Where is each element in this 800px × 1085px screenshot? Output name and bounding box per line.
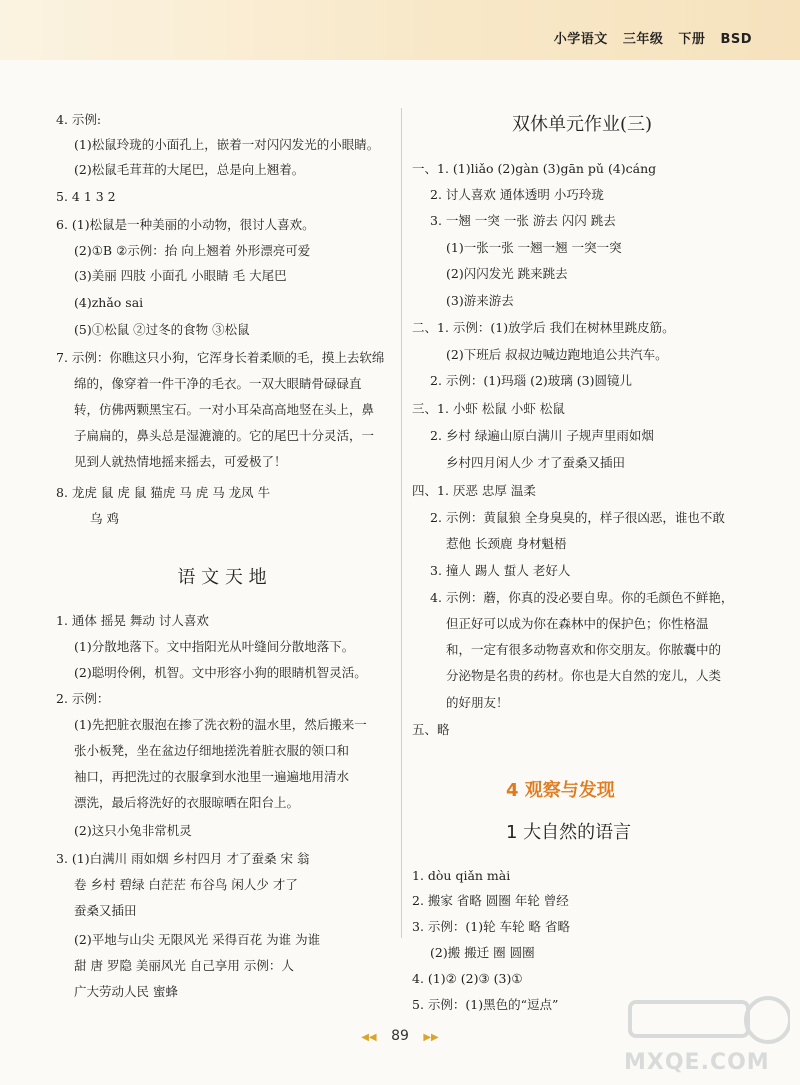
answer-line: (2)①B ②示例：抬 向上翘着 外形漂亮可爱	[74, 243, 311, 258]
header-edition: BSD	[720, 32, 752, 47]
answer-line: 乌 鸡	[90, 511, 119, 526]
answer-line: (4)zhǎo sai	[74, 295, 144, 310]
answer-line: (2)平地与山尖 无限风光 采得百花 为谁 为谁	[74, 932, 321, 947]
answer-line: 3. 一翘 一突 一张 游去 闪闪 跳去	[430, 213, 616, 228]
header-term: 下册	[678, 32, 706, 47]
answer-line: 分泌物是名贵的药材。你也是大自然的宠儿，人类	[446, 668, 722, 683]
answer-line: (5)①松鼠 ②过冬的食物 ③松鼠	[74, 322, 250, 337]
answer-line: (2)松鼠毛茸茸的大尾巴，总是向上翘着。	[74, 162, 305, 177]
answer-line: 4. 示例:	[56, 112, 102, 127]
answer-line: 甜 唐 罗隐 美丽风光 自己享用 示例：人	[74, 958, 294, 973]
answer-line: 漂洗，最后将洗好的衣服晾晒在阳台上。	[74, 795, 300, 810]
page-header	[0, 0, 800, 60]
answer-line: 五、略	[412, 722, 450, 737]
answer-line: (2)下班后 叔叔边喊边跑地追公共汽车。	[446, 347, 668, 362]
page-footer	[340, 1028, 460, 1044]
lesson-title: 1 大自然的语言	[506, 822, 632, 843]
answer-line: 5. 4 1 3 2	[56, 189, 116, 204]
answer-line: (3)美丽 四肢 小面孔 小眼睛 毛 大尾巴	[74, 268, 287, 283]
next-arrows-icon: ▶▶	[423, 1032, 439, 1043]
answer-line: 袖口，再把洗过的衣服拿到水池里一遍遍地用清水	[74, 769, 350, 784]
answer-line: 一、1. (1)liǎo (2)gàn (3)gān pǔ (4)cáng	[412, 161, 657, 176]
watermark-logo	[620, 990, 790, 1080]
answer-line: (1)松鼠玲珑的小面孔上，嵌着一对闪闪发光的小眼睛。	[74, 137, 380, 152]
answer-line: 的好朋友！	[446, 695, 509, 710]
answer-line: (1)分散地落下。文中指阳光从叶缝间分散地落下。	[74, 639, 355, 654]
header-grade: 三年级	[622, 32, 664, 47]
answer-line: 3. 示例：(1)轮 车轮 略 省略	[412, 919, 571, 934]
answer-line: 绵的，像穿着一件干净的毛衣。一双大眼睛骨碌碌直	[74, 376, 362, 391]
answer-line: 子扁扁的，鼻头总是湿漉漉的。它的尾巴十分灵活，一	[74, 428, 375, 443]
answer-line: 2. 示例：黄鼠狼 全身臭臭的，样子很凶恶，谁也不敢	[430, 510, 725, 525]
header-info	[544, 28, 752, 47]
answer-line: 张小板凳，坐在盆边仔细地搓洗着脏衣服的领口和	[74, 743, 350, 758]
answer-line: 和，一定有很多动物喜欢和你交朋友。你脓囊中的	[446, 642, 722, 657]
answer-line: 见到人就热情地摇来摇去，可爱极了！	[74, 454, 287, 469]
answer-line: 6. (1)松鼠是一种美丽的小动物，很讨人喜欢。	[56, 217, 315, 232]
column-divider	[401, 108, 402, 938]
answer-line: 4. (1)② (2)③ (3)①	[412, 971, 523, 986]
answer-line: 转，仿佛两颗黑宝石。一对小耳朵高高地竖在头上，鼻	[74, 402, 375, 417]
watermark-text: MXQE.COM	[624, 1050, 770, 1075]
watermark-icon	[620, 990, 790, 1050]
answer-line: 3. 撞人 踢人 蜇人 老好人	[430, 563, 571, 578]
answer-line: 1. dòu qiǎn mài	[412, 868, 511, 883]
answer-line: (2)聪明伶俐，机智。文中形容小狗的眼睛机智灵活。	[74, 665, 367, 680]
answer-line: (2)闪闪发光 跳来跳去	[446, 266, 568, 281]
section-title: 双休单元作业(三)	[511, 114, 653, 135]
section-title: 语 文 天 地	[177, 567, 267, 588]
unit-title: 4 观察与发现	[506, 780, 615, 801]
answer-line: 2. 搬家 省略 圆圈 年轮 曾经	[412, 893, 569, 908]
answer-line: 8. 龙虎 鼠 虎 鼠 猫虎 马 虎 马 龙凤 牛	[56, 485, 271, 500]
answer-line: 2. 讨人喜欢 通体透明 小巧玲珑	[430, 187, 604, 202]
answer-line: 乡村四月闲人少 才了蚕桑又插田	[446, 455, 625, 470]
answer-line: 4. 示例：蘑，你真的没必要自卑。你的毛颜色不鲜艳，	[430, 590, 734, 605]
answer-line: (1)一张一张 一翘一翘 一突一突	[446, 240, 622, 255]
answer-line: 7. 示例：你瞧这只小狗，它浑身长着柔顺的毛，摸上去软绵	[56, 350, 385, 365]
answer-line: 2. 示例：(1)玛瑙 (2)玻璃 (3)圆镜儿	[430, 373, 632, 388]
answer-line: (1)先把脏衣服泡在掺了洗衣粉的温水里，然后搬来一	[74, 717, 367, 732]
answer-line: 2. 示例：	[56, 691, 110, 706]
answer-line: 惹他 长颈鹿 身材魁梧	[446, 536, 567, 551]
answer-line: 但正好可以成为你在森林中的保护色；你性格温	[446, 616, 709, 631]
answer-line: 5. 示例：(1)黑色的“逗点”	[412, 997, 559, 1012]
answer-line: 广大劳动人民 蜜蜂	[74, 984, 178, 999]
answer-line: 三、1. 小虾 松鼠 小虾 松鼠	[412, 401, 565, 416]
answer-line: 蚕桑又插田	[74, 903, 137, 918]
prev-arrows-icon: ◀◀	[361, 1032, 377, 1043]
answer-line: 3. (1)白满川 雨如烟 乡村四月 才了蚕桑 宋 翁	[56, 851, 310, 866]
answer-line: 卷 乡村 碧绿 白茫茫 布谷鸟 闲人少 才了	[74, 877, 298, 892]
answer-line: 2. 乡村 绿遍山原白满川 子规声里雨如烟	[430, 428, 654, 443]
answer-line: (2)这只小兔非常机灵	[74, 823, 192, 838]
page-number: 89	[391, 1028, 409, 1044]
header-subject: 小学语文	[553, 32, 608, 47]
answer-line: (3)游来游去	[446, 293, 514, 308]
answer-line: 二、1. 示例：(1)放学后 我们在树林里跳皮筋。	[412, 320, 675, 335]
answer-line: (2)搬 搬迁 圈 圆圈	[430, 945, 535, 960]
answer-line: 1. 通体 摇晃 舞动 讨人喜欢	[56, 613, 209, 628]
answer-line: 四、1. 厌恶 忠厚 温柔	[412, 483, 536, 498]
